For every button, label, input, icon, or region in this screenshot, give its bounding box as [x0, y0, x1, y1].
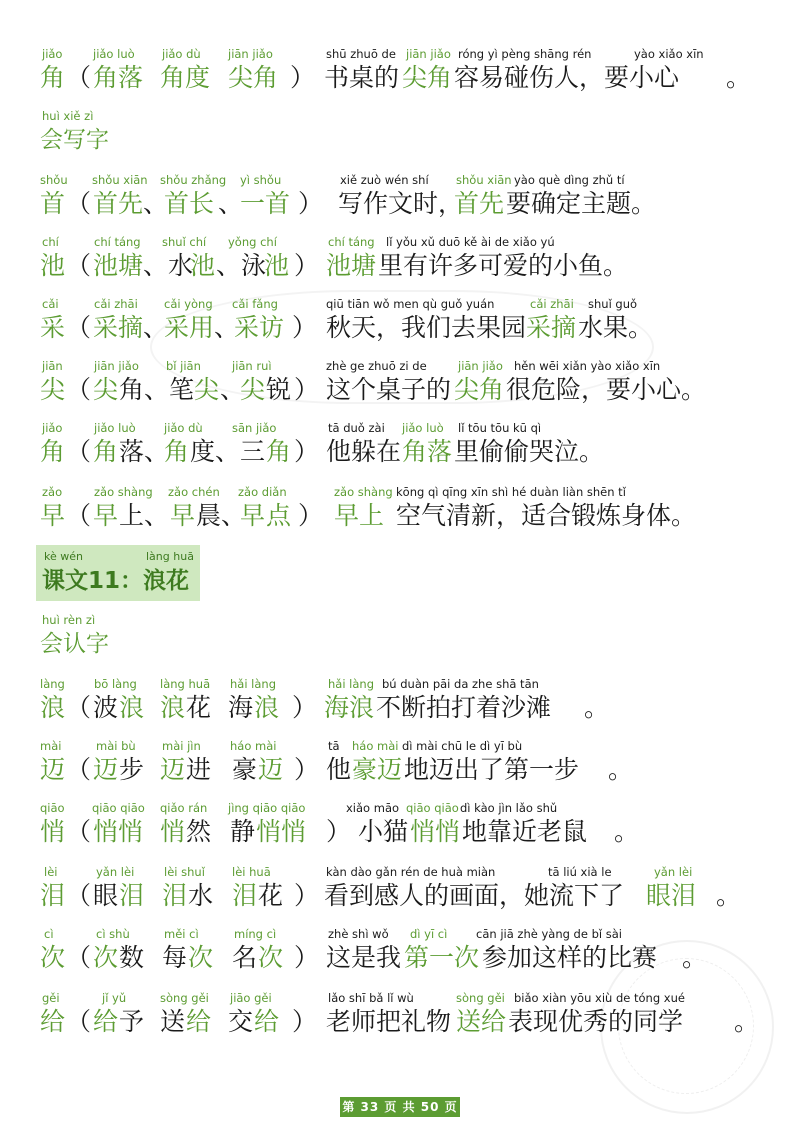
- word-part: 迈: [93, 755, 119, 784]
- word-part: 水: [188, 881, 214, 910]
- word-part: 海: [228, 693, 254, 722]
- word-part: 次: [188, 943, 214, 972]
- sentence-period: 。: [584, 693, 610, 722]
- hanzi-line: [40, 434, 780, 470]
- word-part: 给: [93, 1007, 119, 1036]
- pinyin: gěi: [42, 991, 60, 1005]
- sentence: 看到感人的画面，她流下了: [324, 881, 625, 910]
- sentence: 小猫: [358, 817, 409, 846]
- paren: ）: [290, 63, 316, 92]
- paren: ）: [292, 693, 318, 722]
- paren: （: [66, 693, 92, 722]
- sentence-period: 。: [614, 817, 640, 846]
- word-part: 悄: [160, 817, 186, 846]
- hanzi-line: [40, 60, 780, 96]
- pinyin: cǎi: [42, 297, 59, 311]
- paren: （: [66, 1007, 92, 1036]
- word-part: 泪: [232, 881, 258, 910]
- word-part: 然: [186, 817, 212, 846]
- sentence-highlight: 悄悄: [410, 817, 461, 846]
- word-part: 浪: [254, 693, 280, 722]
- vocab-row: [40, 800, 780, 854]
- sentence: 里偷偷哭泣。: [454, 437, 605, 466]
- vocab-row: [40, 358, 780, 412]
- word-part: 给: [186, 1007, 212, 1036]
- sentence: 秋天，我们去果园: [326, 313, 527, 342]
- pinyin: yì shǒu: [240, 173, 282, 187]
- paren: （: [66, 375, 92, 404]
- pinyin: sòng gěi: [456, 991, 505, 1005]
- pinyin: cǎi yòng: [164, 297, 213, 311]
- sentence-highlight: 采摘: [526, 313, 577, 342]
- target-character: 角: [40, 437, 66, 466]
- word-part: 进: [186, 755, 212, 784]
- target-character: 泪: [40, 881, 66, 910]
- word-part: 角、笔: [119, 375, 195, 404]
- word-part: 尖: [93, 375, 119, 404]
- paren: （: [66, 313, 92, 342]
- hanzi-line: [40, 498, 780, 534]
- pinyin: cì shù: [96, 927, 130, 941]
- target-character: 早: [40, 501, 66, 530]
- pinyin: cì: [44, 927, 54, 941]
- word-part: 锐: [266, 375, 292, 404]
- separator: 、: [214, 313, 240, 342]
- word: 悄悄: [93, 817, 144, 846]
- sentence: 老师把礼物: [326, 1007, 452, 1036]
- pinyin: jiǎo dù: [164, 421, 203, 435]
- word-part: 、水: [143, 251, 194, 280]
- target-character: 浪: [40, 693, 66, 722]
- hanzi-line: [40, 752, 780, 788]
- word: 角落: [93, 63, 144, 92]
- paren: ）: [294, 881, 320, 910]
- target-character: 尖: [40, 375, 66, 404]
- pinyin: chí táng: [328, 235, 375, 249]
- paren: ）: [326, 817, 352, 846]
- pinyin: hěn wēi xiǎn yào xiǎo xīn: [514, 359, 661, 373]
- pinyin: xiě zuò wén shí: [340, 173, 429, 187]
- sentence: 空气清新，适合锻炼身体。: [396, 501, 697, 530]
- pinyin: jiān jiǎo: [458, 359, 503, 373]
- pinyin: dì kào jìn lǎo shǔ: [460, 801, 558, 815]
- pinyin: shǒu xiān: [92, 173, 148, 187]
- pinyin: sòng gěi: [160, 991, 209, 1005]
- word-part: 花: [258, 881, 284, 910]
- vocab-row: [40, 420, 780, 474]
- pinyin: chí táng: [94, 235, 141, 249]
- target-character: 悄: [40, 817, 66, 846]
- hanzi-line: [40, 310, 780, 346]
- paren: ）: [292, 313, 318, 342]
- word-part: 花: [186, 693, 212, 722]
- word-part: 池: [264, 251, 290, 280]
- pinyin: sān jiǎo: [232, 421, 277, 435]
- pinyin: yào xiǎo xīn: [634, 47, 704, 61]
- pinyin: bō làng: [94, 677, 137, 691]
- pinyin: cǎi fǎng: [232, 297, 278, 311]
- word-part: 送: [160, 1007, 186, 1036]
- pinyin: jiǎo luò: [93, 47, 135, 61]
- sentence: 他躲在: [326, 437, 402, 466]
- section-pinyin: huì rèn zì: [42, 613, 96, 627]
- sentence-highlight: 尖角: [402, 63, 453, 92]
- word: 首先: [93, 189, 144, 218]
- word-part: 次: [93, 943, 119, 972]
- paren: （: [66, 189, 92, 218]
- pinyin: shuǐ chí: [162, 235, 207, 249]
- pinyin: jiǎo dù: [162, 47, 201, 61]
- sentence: 地靠近老鼠: [462, 817, 588, 846]
- sentence-highlight: 眼泪: [646, 881, 697, 910]
- section-heading-write: [40, 108, 340, 156]
- sentence-highlight: 早上: [334, 501, 385, 530]
- pinyin: jǐ yǔ: [102, 991, 127, 1005]
- sentence-highlight: 海浪: [324, 693, 375, 722]
- vocab-row: [40, 864, 780, 918]
- sentence: 他: [326, 755, 352, 784]
- section-title: 会写字: [40, 127, 109, 153]
- pinyin: kōng qì qīng xīn shì hé duàn liàn shēn tǐ: [396, 485, 626, 499]
- pinyin: lǎo shī bǎ lǐ wù: [328, 991, 414, 1005]
- separator: 、: [143, 313, 169, 342]
- lesson-heading: [36, 545, 200, 601]
- sentence-highlight: 首先: [454, 189, 505, 218]
- pinyin: qiāo qiāo: [406, 801, 459, 815]
- target-character: 迈: [40, 755, 66, 784]
- pinyin: lèi huā: [232, 865, 271, 879]
- pinyin: mài bù: [96, 739, 136, 753]
- word-part: 池: [190, 251, 216, 280]
- word-part: 步: [119, 755, 145, 784]
- word-part: 交: [228, 1007, 254, 1036]
- word-part: 点: [266, 501, 292, 530]
- pinyin: shǒu xiān: [456, 173, 512, 187]
- pinyin: cǎi zhāi: [94, 297, 138, 311]
- word-part: 角: [164, 437, 190, 466]
- word-part: 迈: [258, 755, 284, 784]
- pinyin: làng huā: [146, 550, 194, 563]
- pinyin: zhè shì wǒ: [328, 927, 389, 941]
- vocab-row: [40, 234, 780, 288]
- sentence: 不断拍打着沙滩: [376, 693, 552, 722]
- pinyin: yǎn lèi: [96, 865, 135, 879]
- word-part: 浪: [119, 693, 145, 722]
- pinyin: jiān jiǎo: [406, 47, 451, 61]
- pinyin: lèi shuǐ: [164, 865, 205, 879]
- word: 尖角: [228, 63, 279, 92]
- separator: 、: [143, 189, 169, 218]
- word-part: 晨、: [196, 501, 247, 530]
- section-title: 会认字: [40, 631, 109, 657]
- target-character: 首: [40, 189, 66, 218]
- sentence: 要确定主题。: [506, 189, 657, 218]
- paren: （: [66, 501, 92, 530]
- pinyin: yào què dìng zhǔ tí: [514, 173, 625, 187]
- sentence: 表现优秀的同学: [508, 1007, 684, 1036]
- pinyin: zǎo diǎn: [238, 485, 287, 499]
- word-part: 尖: [240, 375, 266, 404]
- word-part: 、泳: [216, 251, 267, 280]
- sentence-highlight: 豪迈: [352, 755, 403, 784]
- word: 采摘: [93, 313, 144, 342]
- separator: 、: [218, 189, 244, 218]
- pinyin: míng cì: [234, 927, 277, 941]
- pinyin: xiǎo māo: [346, 801, 400, 815]
- pinyin: měi cì: [164, 927, 199, 941]
- pinyin: jiǎo: [42, 47, 63, 61]
- sentence-period: 。: [716, 881, 742, 910]
- word-part: 予: [119, 1007, 145, 1036]
- target-character: 角: [40, 63, 66, 92]
- pinyin: qiāo qiāo: [92, 801, 145, 815]
- sentence-period: 。: [726, 63, 752, 92]
- hanzi-line: [40, 814, 780, 850]
- pinyin: biǎo xiàn yōu xiù de tóng xué: [514, 991, 685, 1005]
- word-part: 尖: [194, 375, 220, 404]
- word-part: 上、: [119, 501, 170, 530]
- paren: （: [66, 437, 92, 466]
- hanzi-line: [40, 940, 780, 976]
- word-part: 波: [93, 693, 119, 722]
- sentence-highlight: 角落: [402, 437, 453, 466]
- pinyin: mài: [40, 739, 62, 753]
- vocab-row: [40, 676, 780, 730]
- pinyin: yǒng chí: [228, 235, 277, 249]
- sentence-period: 。: [682, 943, 708, 972]
- pinyin: làng huā: [160, 677, 211, 691]
- sentence: 这个桌子的: [326, 375, 452, 404]
- vocab-row: [40, 738, 780, 792]
- paren: （: [66, 881, 92, 910]
- vocab-row: [40, 46, 780, 100]
- pinyin: hǎi làng: [230, 677, 277, 691]
- pinyin: kàn dào gǎn rén de huà miàn: [326, 865, 496, 879]
- word-part: 迈: [160, 755, 186, 784]
- sentence-period: 。: [734, 1007, 760, 1036]
- sentence: 书桌的: [324, 63, 400, 92]
- pinyin: zǎo chén: [168, 485, 220, 499]
- pinyin: qiǎo rán: [160, 801, 208, 815]
- target-character: 给: [40, 1007, 66, 1036]
- word-part: 度、三: [190, 437, 266, 466]
- word-part: 静: [230, 817, 256, 846]
- paren: ）: [294, 943, 320, 972]
- pinyin: shū zhuō de: [326, 47, 396, 61]
- sentence: 水果。: [578, 313, 654, 342]
- word-part: 早: [93, 501, 119, 530]
- word-part: 早: [170, 501, 196, 530]
- pinyin: dì yī cì: [410, 927, 448, 941]
- sentence-highlight: 送给: [456, 1007, 507, 1036]
- hanzi-line: [40, 878, 780, 914]
- pinyin: lǐ tōu tōu kū qì: [458, 421, 542, 435]
- section-pinyin: huì xiě zì: [42, 109, 94, 123]
- pinyin: jiāo gěi: [230, 991, 272, 1005]
- pinyin: cǎi zhāi: [530, 297, 574, 311]
- hanzi-line: [40, 248, 780, 284]
- sentence-highlight: 第一次: [404, 943, 480, 972]
- pinyin: hǎi làng: [328, 677, 375, 691]
- word-part: 角: [93, 437, 119, 466]
- sentence-highlight: 池塘: [326, 251, 377, 280]
- target-character: 次: [40, 943, 66, 972]
- sentence: 很危险，要小心。: [506, 375, 707, 404]
- word: 采访: [234, 313, 285, 342]
- vocab-row: [40, 296, 780, 350]
- vocab-row: [40, 926, 780, 980]
- pinyin: jiǎo luò: [94, 421, 136, 435]
- pinyin: háo mài: [352, 739, 399, 753]
- paren: （: [66, 943, 92, 972]
- pinyin: jiǎo: [42, 421, 63, 435]
- word: 角度: [160, 63, 211, 92]
- target-character: 采: [40, 313, 66, 342]
- paren: ）: [294, 755, 320, 784]
- pinyin: jiān jiǎo: [94, 359, 139, 373]
- pinyin: yǎn lèi: [654, 865, 693, 879]
- hanzi-line: [40, 186, 780, 222]
- vocab-row: [40, 172, 780, 226]
- separator: 、: [220, 375, 246, 404]
- pinyin: zǎo shàng: [334, 485, 393, 499]
- pinyin: róng yì pèng shāng rén: [458, 47, 592, 61]
- pinyin: shǒu zhǎng: [160, 173, 227, 187]
- pinyin: kè wén: [44, 550, 83, 563]
- paren: ）: [292, 1007, 318, 1036]
- pinyin: tā liú xià le: [548, 865, 612, 879]
- paren: ）: [294, 251, 320, 280]
- paren: ）: [294, 375, 320, 404]
- pinyin: háo mài: [230, 739, 277, 753]
- pinyin: jiǎo luò: [402, 421, 444, 435]
- pinyin: shuǐ guǒ: [588, 297, 638, 311]
- pinyin: tā: [328, 739, 340, 753]
- pinyin: jiān: [42, 359, 63, 373]
- word: 池塘: [93, 251, 144, 280]
- page-number-badge: 第 33 页 共 50 页: [340, 1097, 460, 1117]
- sentence-highlight: 尖角: [454, 375, 505, 404]
- paren: （: [66, 755, 92, 784]
- word: 首长: [164, 189, 215, 218]
- lesson-title: 课文11：浪花: [42, 568, 190, 594]
- paren: ）: [298, 501, 324, 530]
- word-part: 泪: [119, 881, 145, 910]
- section-heading-read: [40, 612, 340, 660]
- sentence-period: 。: [608, 755, 634, 784]
- pinyin: zǎo: [42, 485, 63, 499]
- vocab-row: [40, 484, 780, 538]
- pinyin: dì mài chū le dì yī bù: [402, 739, 523, 753]
- pinyin: chí: [42, 235, 59, 249]
- hanzi-line: [40, 372, 780, 408]
- word-part: 眼: [93, 881, 119, 910]
- paren: （: [66, 63, 92, 92]
- sentence: 参加这样的比赛: [482, 943, 658, 972]
- word-part: 早: [240, 501, 266, 530]
- sentence: 写作文时，: [338, 189, 464, 218]
- word-part: 次: [258, 943, 284, 972]
- paren: （: [66, 251, 92, 280]
- pinyin: shǒu: [40, 173, 68, 187]
- paren: ）: [298, 189, 324, 218]
- word-part: 悄悄: [256, 817, 307, 846]
- word: 采用: [164, 313, 215, 342]
- pinyin: cān jiā zhè yàng de bǐ sài: [476, 927, 622, 941]
- word-part: 名: [232, 943, 258, 972]
- pinyin: lèi: [44, 865, 58, 879]
- pinyin: jiān ruì: [232, 359, 272, 373]
- word-part: 角: [266, 437, 292, 466]
- word: 一首: [240, 189, 291, 218]
- pinyin: bú duàn pāi da zhe shā tān: [382, 677, 539, 691]
- sentence: 这是我: [326, 943, 402, 972]
- word-part: 每: [162, 943, 188, 972]
- paren: ）: [294, 437, 320, 466]
- word-part: 泪: [162, 881, 188, 910]
- pinyin: jiān jiǎo: [228, 47, 273, 61]
- sentence: 地迈出了第一步: [404, 755, 580, 784]
- pinyin: lǐ yǒu xǔ duō kě ài de xiǎo yú: [386, 235, 555, 249]
- pinyin: qiū tiān wǒ men qù guǒ yuán: [326, 297, 495, 311]
- sentence: 里有许多可爱的小鱼。: [378, 251, 629, 280]
- pinyin: bǐ jiān: [166, 359, 201, 373]
- hanzi-line: [40, 1004, 780, 1040]
- pinyin: làng: [40, 677, 65, 691]
- word-part: 数: [119, 943, 145, 972]
- pinyin: qiāo: [40, 801, 65, 815]
- pinyin: jìng qiāo qiāo: [228, 801, 306, 815]
- vocab-row: [40, 990, 780, 1044]
- word-part: 豪: [232, 755, 258, 784]
- sentence: 容易碰伤人，要小心: [454, 63, 680, 92]
- target-character: 池: [40, 251, 66, 280]
- hanzi-line: [40, 690, 780, 726]
- word-part: 给: [254, 1007, 280, 1036]
- pinyin: zhè ge zhuō zi de: [326, 359, 427, 373]
- pinyin: tā duǒ zài: [328, 421, 385, 435]
- pinyin: zǎo shàng: [94, 485, 153, 499]
- word-part: 浪: [160, 693, 186, 722]
- word-part: 落、: [119, 437, 170, 466]
- pinyin: mài jìn: [162, 739, 201, 753]
- paren: （: [66, 817, 92, 846]
